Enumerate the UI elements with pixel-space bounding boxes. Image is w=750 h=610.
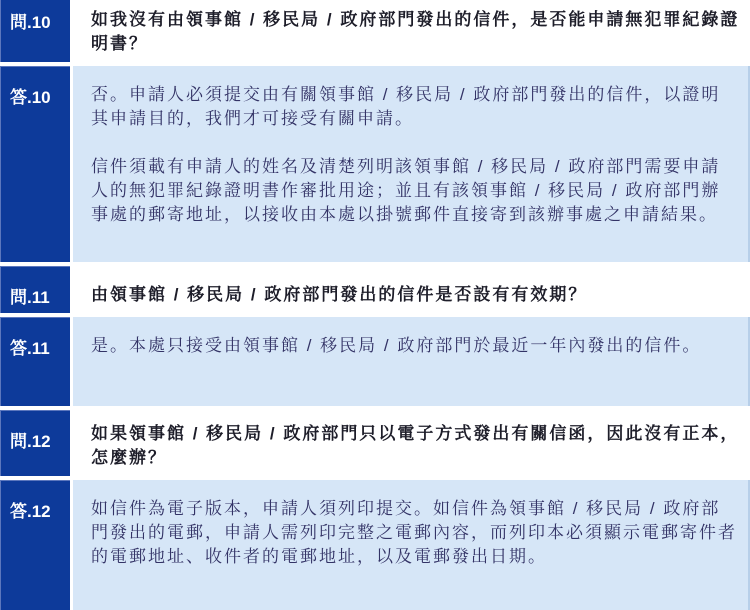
answer-text: [73, 480, 750, 610]
faq-row: [0, 480, 750, 610]
faq-row: [0, 66, 750, 262]
answer-paragraph: 如信件為電子版本，申請人須列印提交。如信件為領事館 / 移民局 / 政府部門發出的電郵，申請人需列印完整之電郵內容，而列印本必須顯示電郵寄件者的電郵地址、收件者的電郵地址，以及電郵發出日期。: [91, 499, 737, 566]
faq-row: [0, 0, 750, 62]
question-text: [73, 266, 750, 313]
question-text: [73, 410, 750, 476]
question-label: 問.10: [0, 0, 70, 62]
answer-label: 答.12: [0, 480, 70, 610]
question-text: [73, 0, 750, 62]
faq-row: [0, 266, 750, 313]
answer-paragraph: 否。申請人必須提交由有關領事館 / 移民局 / 政府部門發出的信件，以證明其申請目的，我們才可接受有關申請。: [91, 85, 721, 128]
answer-paragraph: 信件須載有申請人的姓名及清楚列明該領事館 / 移民局 / 政府部門需要申請人的無犯罪紀錄證明書作審批用途；並且有該領事館 / 移民局 / 政府部門辦事處的郵寄地址，以接收由本處以掛號郵件直接寄到該辦事處之申請結果。: [91, 157, 721, 224]
answer-text: [73, 66, 750, 262]
question-label: 問.11: [0, 266, 70, 313]
question-paragraph: 如我沒有由領事館 / 移民局 / 政府部門發出的信件，是否能申請無犯罪紀錄證明書？: [91, 10, 740, 53]
faq-row: [0, 317, 750, 406]
answer-label: 答.11: [0, 317, 70, 406]
faq-row: [0, 410, 750, 476]
question-paragraph: 如果領事館 / 移民局 / 政府部門只以電子方式發出有關信函，因此沒有正本，怎麼辦？: [91, 424, 740, 467]
answer-label: 答.10: [0, 66, 70, 262]
answer-paragraph: 是。本處只接受由領事館 / 移民局 / 政府部門於最近一年內發出的信件。: [91, 336, 702, 355]
question-label: 問.12: [0, 410, 70, 476]
question-paragraph: 由領事館 / 移民局 / 政府部門發出的信件是否設有有效期？: [91, 285, 588, 304]
answer-text: [73, 317, 750, 406]
